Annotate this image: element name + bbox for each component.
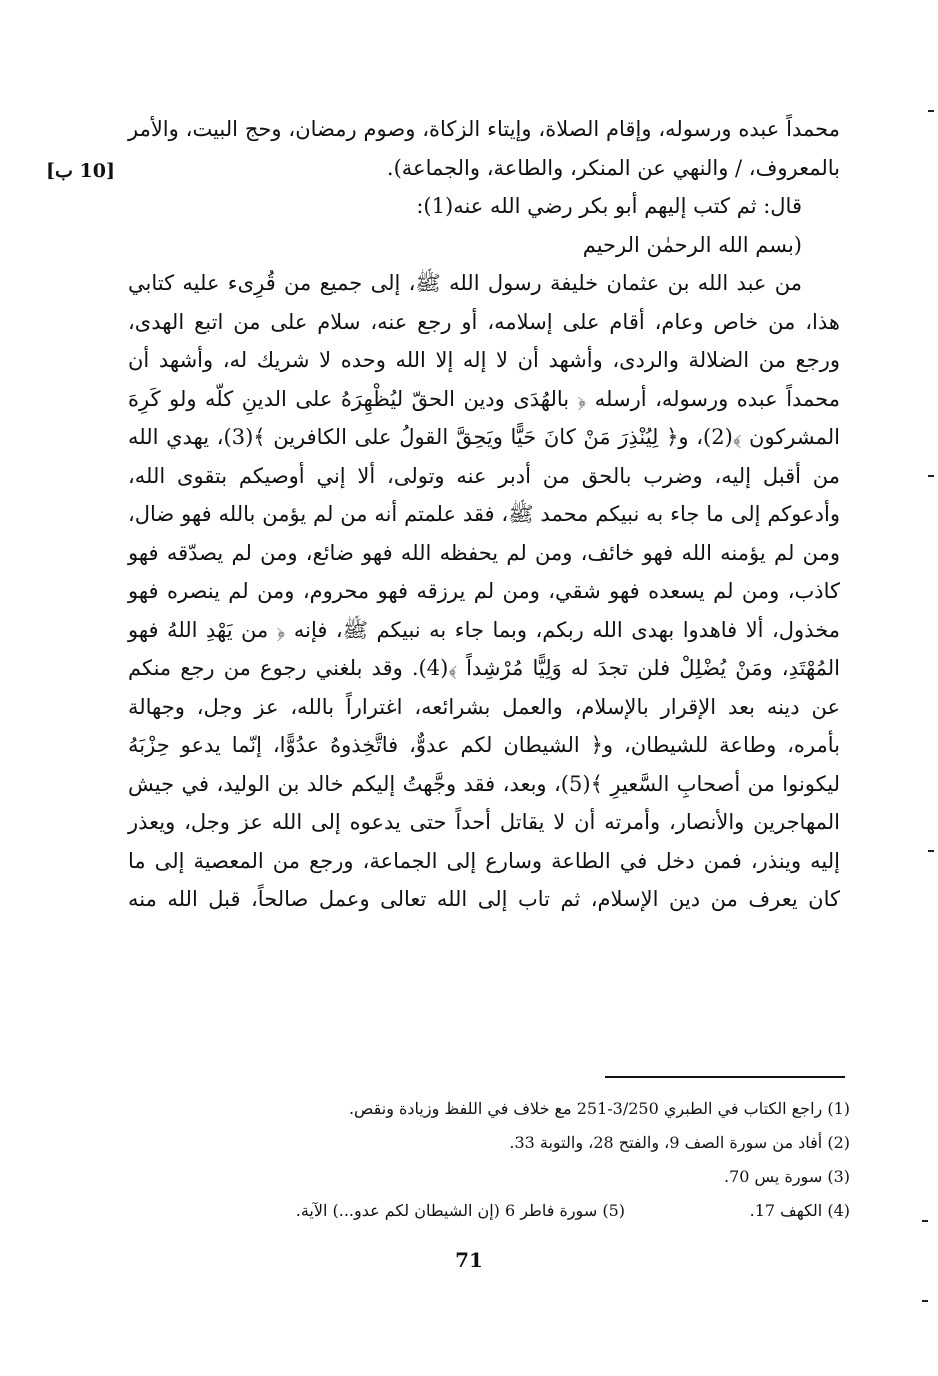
scan-edge-mark [928, 110, 934, 112]
paragraph: قال: ثم كتب إليهم أبو بكر رضي الله عنه(1): [416, 194, 802, 218]
paragraph: محمداً عبده ورسوله، وإقام الصلاة، وإيتاء الزكاة، وصوم رمضان، وحج البيت، والأمر بالمعروف، / والنهي عن المنكر، والطاعة، والجماعة). [128, 117, 840, 180]
scan-edge-mark [928, 475, 934, 477]
scan-edge-mark [922, 1300, 928, 1302]
footnotes [120, 1092, 850, 1228]
page-number: 71 [455, 1248, 483, 1272]
manuscript-folio-marker: [10 ب] [46, 160, 115, 182]
footnote: (2) أفاد من سورة الصف 9، والفتح 28، والتوبة 33. [509, 1133, 850, 1152]
paragraph: (بسم الله الرحمٰن الرحيم [582, 232, 802, 257]
paragraph: من عبد الله بن عثمان خليفة رسول الله ﷺ، إلى جميع من قُرِىء عليه كتابي هذا، من خاص وعام، أقام على إسلامه، أو رجع عنه، سلام على من اتبع الهدى، ورجع من الضلالة والردى، وأشهد أن لا إله إلا الله وحده لا شريك له، وأشهد أن محمداً عبده ورسوله، أرسله ﴿ بالهُدَى ودين الحقّ ليُظْهِرَهُ على الدينِ كلّه ولو كَرِهَ المشركون ﴾(2)، و﴿ لِيُنْذِرَ مَنْ كانَ حَيًّا ويَحِقَّ القولُ على الكافرين ﴾(3)، يهدي الله من أقبل إليه، وضرب بالحق من أدبر عنه وتولى، ألا إني أوصيكم بتقوى الله، وأدعوكم إلى ما جاء به نبيكم محمد ﷺ، فقد علمتم أنه من لم يؤمن بالله فهو ضال، ومن لم يؤمنه الله فهو خائف، ومن لم يحفظه الله فهو ضائع، ومن لم يصدّقه فهو كاذب، ومن لم يسعده فهو شقي، ومن لم يرزقه فهو محروم، ومن لم ينصره فهو مخذول، ألا فاهدوا بهدى الله ربكم، وبما جاء به نبيكم ﷺ، فإنه ﴿ من يَهْدِ اللهُ فهو المُهْتَدِ، ومَنْ يُضْلِلْ فلن تجدَ له وَلِيًّا مُرْشِداً ﴾(4). وقد بلغني رجوع من رجع منكم عن دينه بعد الإقرار بالإسلام، والعمل بشرائعه، اغتراراً بالله، عز وجل، وجهالة بأمره، وطاعة للشيطان، و﴿ الشيطان لكم عدوٌّ، فاتَّخِذوهُ عدُوًّا، إنّما يدعو حِزْبَهُ ليكونوا من أصحابِ السَّعيرِ ﴾(5)، وبعد، فقد وجَّهتُ إليكم خالد بن الوليد، في جيش المهاجرين والأنصار، وأمرته أن لا يقاتل أحداً حتى يدعوه إلى الله عز وجل، ويعذر إليه وينذر، فمن دخل في الطاعة وسارع إلى الجماعة، ورجع من المعصية إلى ما كان يعرف من دين الإسلام، ثم تاب إلى الله تعالى وعمل صالحاً، قبل الله منه [128, 271, 841, 911]
footnote: (5) سورة فاطر 6 (إن الشيطان لكم عدو...) الآية. [295, 1201, 625, 1220]
footnote: (3) سورة يس 70. [723, 1167, 850, 1186]
footnote: (4) الكهف 17. [749, 1201, 850, 1220]
scan-edge-mark [928, 850, 934, 852]
footnote-row [120, 1194, 850, 1228]
footnote-separator [605, 1076, 845, 1078]
footnote: (1) راجع الكتاب في الطبري 3/250-251 مع خلاف في اللفظ وزيادة ونقص. [348, 1099, 850, 1118]
main-text [128, 110, 840, 919]
scan-edge-mark [922, 1220, 928, 1222]
